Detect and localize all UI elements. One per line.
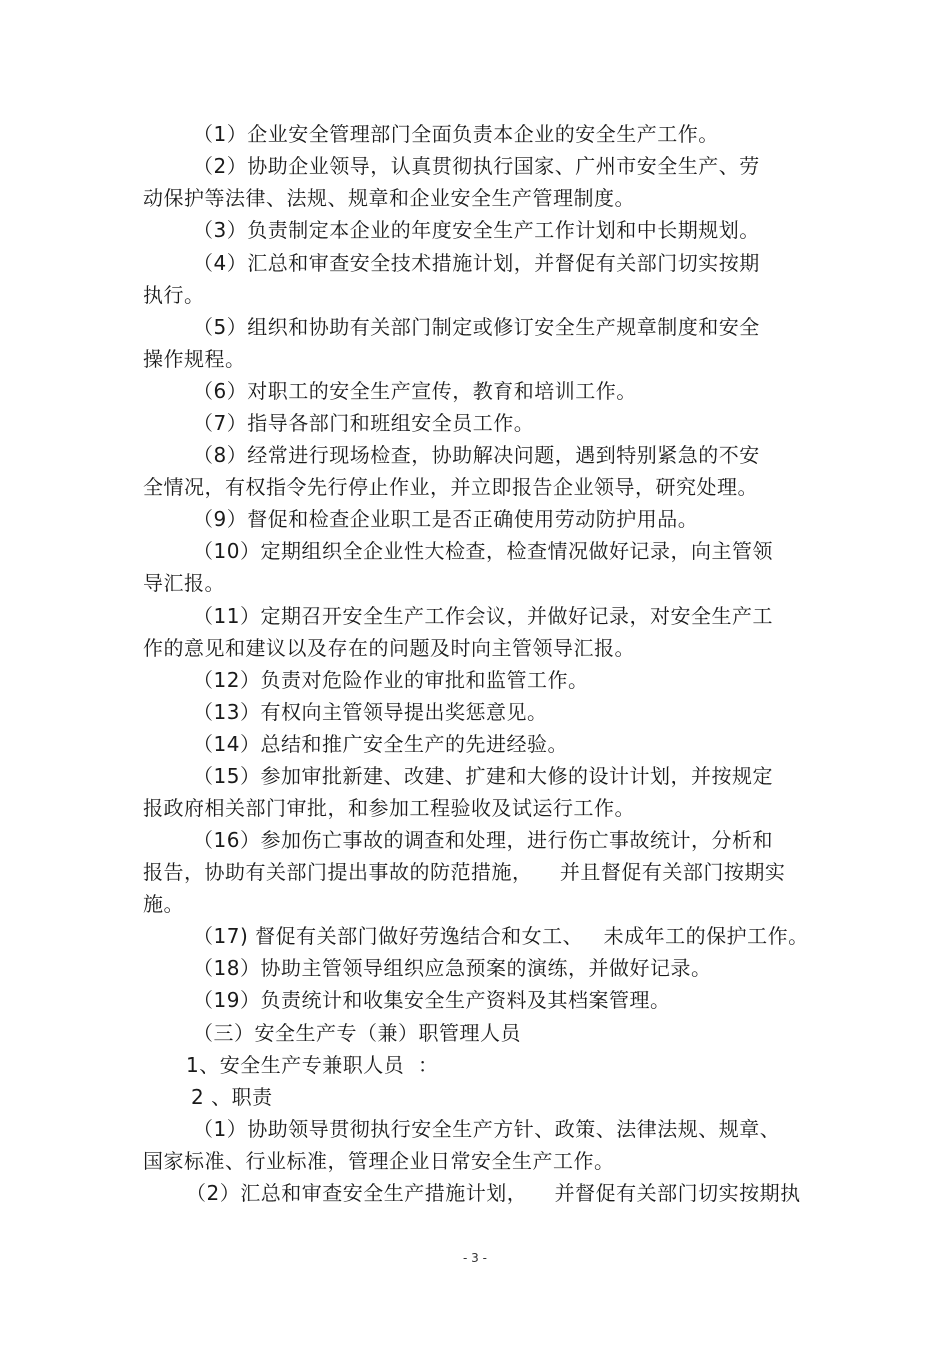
text-line: （2）协助企业领导，认真贯彻执行国家、广州市安全生产、劳 bbox=[193, 154, 760, 178]
text-line: （14）总结和推广安全生产的先进经验。 bbox=[193, 732, 568, 756]
text-line: （16）参加伤亡事故的调查和处理，进行伤亡事故统计，分析和 bbox=[193, 828, 773, 852]
text-line: （1）企业安全管理部门全面负责本企业的安全生产工作。 bbox=[193, 122, 719, 146]
text-line: 施。 bbox=[143, 892, 184, 916]
text-line: （9）督促和检查企业职工是否正确使用劳动防护用品。 bbox=[193, 507, 699, 531]
text-line: 作的意见和建议以及存在的问题及时向主管领导汇报。 bbox=[143, 636, 635, 660]
text-line: （15）参加审批新建、改建、扩建和大修的设计计划，并按规定 bbox=[193, 764, 773, 788]
text-line: 国家标准、行业标准，管理企业日常安全生产工作。 bbox=[143, 1149, 615, 1173]
text-line: （1）协助领导贯彻执行安全生产方针、政策、法律法规、规章、 bbox=[193, 1117, 781, 1141]
page-number: - 3 - bbox=[463, 1251, 487, 1265]
text-line: 导汇报。 bbox=[143, 571, 225, 595]
text-line: （13）有权向主管领导提出奖惩意见。 bbox=[193, 700, 548, 724]
text-line: （5）组织和协助有关部门制定或修订安全生产规章制度和安全 bbox=[193, 315, 760, 339]
section-heading: （三）安全生产专（兼）职管理人员 bbox=[193, 1021, 521, 1045]
text-line: （6）对职工的安全生产宣传，教育和培训工作。 bbox=[193, 379, 637, 403]
text-line: （7）指导各部门和班组安全员工作。 bbox=[193, 411, 535, 435]
text-line: 1、安全生产专兼职人员 ： bbox=[186, 1053, 439, 1077]
text-line: （12）负责对危险作业的审批和监管工作。 bbox=[193, 668, 589, 692]
text-line: （2）汇总和审查安全生产措施计划， 并督促有关部门切实按期执 bbox=[186, 1181, 801, 1205]
text-line: 报告，协助有关部门提出事故的防范措施， 并且督促有关部门按期实 bbox=[143, 860, 786, 884]
text-line: （8）经常进行现场检查，协助解决问题，遇到特别紧急的不安 bbox=[193, 443, 760, 467]
text-line: 2 、职责 bbox=[191, 1085, 273, 1109]
text-line: （10）定期组织全企业性大检查，检查情况做好记录，向主管领 bbox=[193, 539, 773, 563]
text-line: 报政府相关部门审批，和参加工程验收及试运行工作。 bbox=[143, 796, 635, 820]
text-line: （18）协助主管领导组织应急预案的演练，并做好记录。 bbox=[193, 956, 712, 980]
text-line: 动保护等法律、法规、规章和企业安全生产管理制度。 bbox=[143, 186, 635, 210]
text-line: （19）负责统计和收集安全生产资料及其档案管理。 bbox=[193, 988, 671, 1012]
text-line: 执行。 bbox=[143, 283, 205, 307]
text-line: （17) 督促有关部门做好劳逸结合和女工、 未成年工的保护工作。 bbox=[193, 924, 809, 948]
text-line: （11）定期召开安全生产工作会议，并做好记录，对安全生产工 bbox=[193, 604, 773, 628]
text-line: 全情况，有权指令先行停止作业，并立即报告企业领导，研究处理。 bbox=[143, 475, 758, 499]
text-line: （3）负责制定本企业的年度安全生产工作计划和中长期规划。 bbox=[193, 218, 760, 242]
text-line: （4）汇总和审查安全技术措施计划，并督促有关部门切实按期 bbox=[193, 251, 760, 275]
text-line: 操作规程。 bbox=[143, 347, 246, 371]
